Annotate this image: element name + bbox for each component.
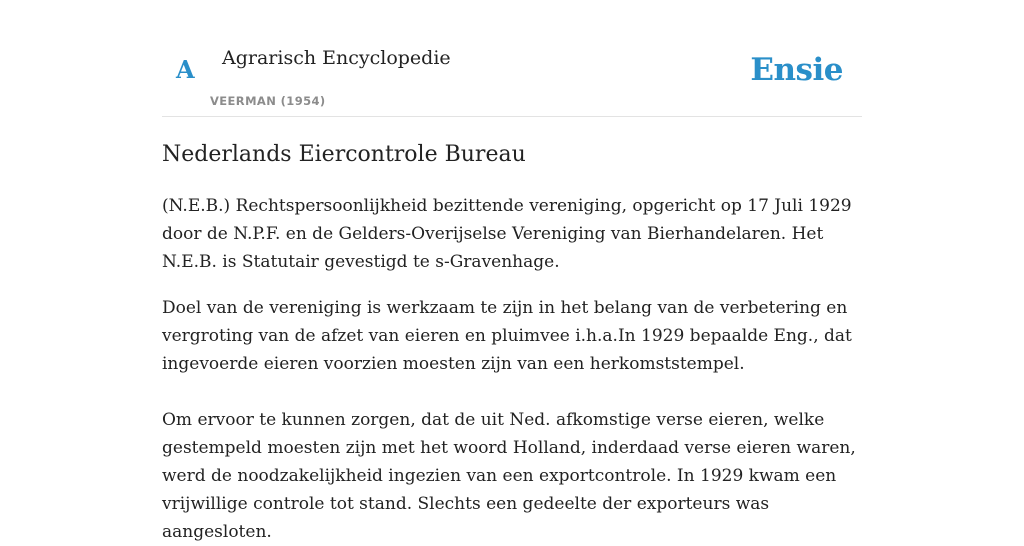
article-paragraph: Om ervoor te kunnen zorgen, dat de uit Ned. afkomstige verse eieren, welke gestempeld moesten zijn met het woord Holland, inderdaad verse eieren waren, werd de noodzakelijkheid ingezien van een exportcontrole. In 1929 kwam een vrijwillige controle tot stand. Slechts een gedeelte der exporteurs was aangesloten. (162, 410, 856, 542)
article-body (162, 192, 862, 546)
article-paragraph: Doel van de vereniging is werkzaam te zijn in het belang van de verbetering en vergroting van de afzet van eieren en pluimvee i.h.a.In 1929 bepaalde Eng., dat ingevoerde eieren voorzien moesten zijn van een herkomststempel. (162, 298, 852, 374)
encyclopedia-title[interactable]: Agrarisch Encyclopedie (222, 47, 451, 69)
letter-index-badge[interactable]: A (176, 55, 195, 84)
site-header (162, 0, 862, 117)
encyclopedia-edition: VEERMAN (1954) (210, 94, 326, 108)
ensie-logo[interactable]: Ensie (750, 52, 843, 88)
page-title: Nederlands Eiercontrole Bureau (162, 142, 526, 167)
article-paragraph: (N.E.B.) Rechtspersoonlijkheid bezittende vereniging, opgericht op 17 Juli 1929 door de N.P.F. en de Gelders-Overijselse Vereniging van Bierhandelaren. Het N.E.B. is Statutair gevestigd te s-Gravenhage. (162, 196, 852, 272)
